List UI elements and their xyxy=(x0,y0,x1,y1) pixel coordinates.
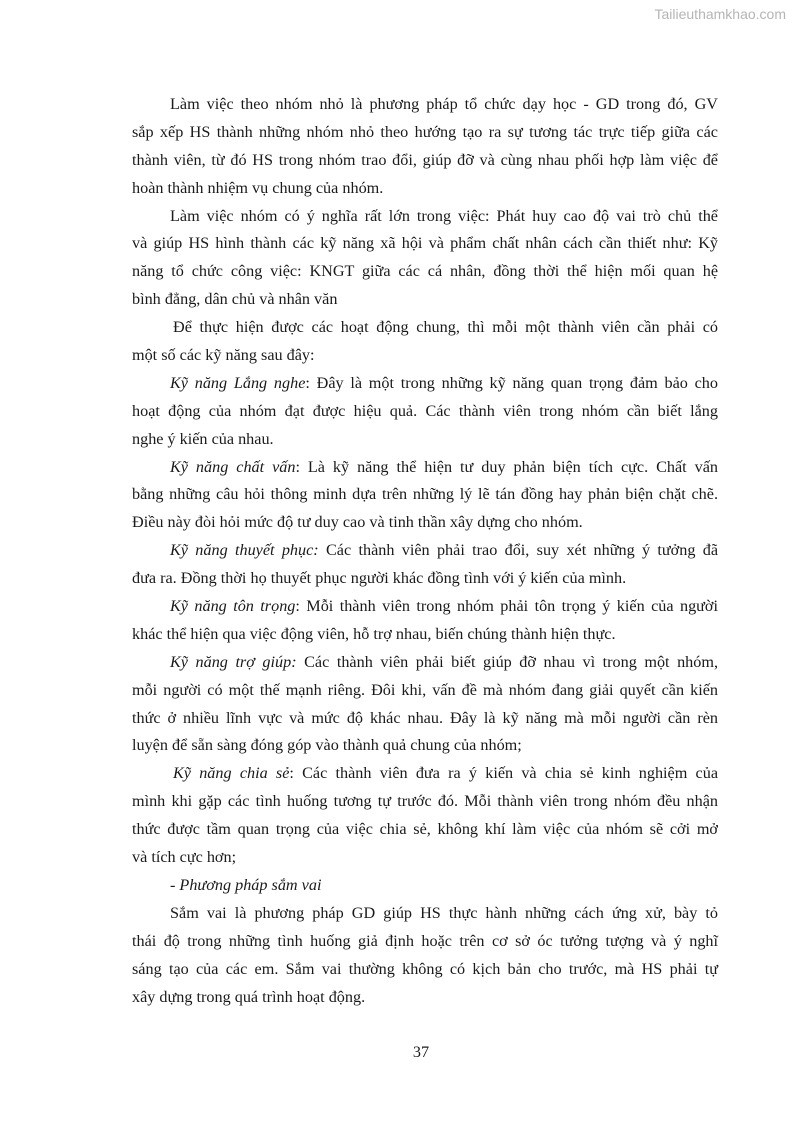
italic-term: - Phương pháp sắm vai xyxy=(170,875,322,894)
text-line xyxy=(132,258,718,286)
text-line xyxy=(132,732,718,760)
text-line xyxy=(132,454,718,482)
text-line xyxy=(132,203,718,231)
text-line xyxy=(132,286,718,314)
line-text: : Mỗi thành viên trong nhóm phải tôn trọng ý kiến của người xyxy=(295,597,718,616)
line-text: và tích cực hơn; xyxy=(132,848,237,867)
text-line xyxy=(132,426,718,454)
text-line xyxy=(132,147,718,175)
text-line xyxy=(132,91,718,119)
text-line xyxy=(132,984,718,1012)
italic-term: Kỹ năng thuyết phục: xyxy=(170,541,319,560)
paragraph xyxy=(132,203,718,315)
line-text: Sắm vai là phương pháp GD giúp HS thực hành những cách ứng xử, bày tỏ xyxy=(170,903,718,922)
text-line xyxy=(132,649,718,677)
text-line xyxy=(132,509,718,537)
text-line xyxy=(132,314,718,342)
paragraph xyxy=(132,760,718,872)
paragraph xyxy=(132,649,718,761)
text-line xyxy=(132,928,718,956)
line-text: mình khi gặp các tình huống tương tự trước đó. Mỗi thành viên trong nhóm đều nhận xyxy=(132,792,718,811)
text-line xyxy=(132,481,718,509)
line-text: hoạt động của nhóm đạt được hiệu quả. Các thành viên trong nhóm cần biết lắng xyxy=(132,401,718,420)
line-text: nghe ý kiến của nhau. xyxy=(132,429,274,448)
line-text: luyện để sẵn sàng đóng góp vào thành quả chung của nhóm; xyxy=(132,736,522,755)
text-line xyxy=(132,788,718,816)
text-line xyxy=(132,760,718,788)
line-text: và giúp HS hình thành các kỹ năng xã hội và phẩm chất nhân cách cần thiết như: Kỹ xyxy=(132,234,718,253)
paragraph xyxy=(132,91,718,203)
line-text: Làm việc theo nhóm nhỏ là phương pháp tổ chức dạy học - GD trong đó, GV xyxy=(170,95,718,113)
line-text: năng tổ chức công việc: KNGT giữa các cá nhân, đồng thời thể hiện mối quan hệ xyxy=(132,262,718,281)
line-text: khác thể hiện qua việc động viên, hỗ trợ nhau, biến chúng thành hiện thực. xyxy=(132,624,616,643)
line-text: : Các thành viên đưa ra ý kiến và chia sẻ kinh nghiệm của xyxy=(289,764,718,783)
line-text: mỗi người có một thế mạnh riêng. Đôi khi, vấn đề mà nhóm đang giải quyết cần kiến xyxy=(132,680,718,699)
italic-term: Kỹ năng chất vấn xyxy=(170,457,296,476)
line-text: sắp xếp HS thành những nhóm nhỏ theo hướng tạo ra sự tương tác trực tiếp giữa các xyxy=(132,122,718,141)
text-line xyxy=(132,565,718,593)
italic-term: Kỹ năng chia sẻ xyxy=(173,764,290,783)
line-text: Làm việc nhóm có ý nghĩa rất lớn trong việc: Phát huy cao độ vai trò chủ thể xyxy=(170,206,718,225)
text-line xyxy=(132,398,718,426)
text-line xyxy=(132,621,718,649)
line-text: sáng tạo của các em. Sắm vai thường không có kịch bản cho trước, mà HS phải tự xyxy=(132,959,718,978)
line-text: bằng những câu hỏi thông minh dựa trên những lý lẽ tán đồng hay phản biện chặt chẽ. xyxy=(132,485,718,504)
line-text: Các thành viên phải biết giúp đỡ nhau vì trong một nhóm, xyxy=(296,652,718,671)
text-line xyxy=(132,119,718,147)
text-line xyxy=(132,956,718,984)
text-line xyxy=(132,677,718,705)
text-line xyxy=(132,844,718,872)
paragraph xyxy=(132,370,718,454)
line-text: hoàn thành nhiệm vụ chung của nhóm. xyxy=(132,178,384,197)
text-line xyxy=(132,872,718,900)
paragraph xyxy=(132,537,718,593)
text-line xyxy=(132,370,718,398)
text-line xyxy=(132,900,718,928)
paragraph xyxy=(132,872,718,900)
paragraph xyxy=(132,314,718,370)
paragraph xyxy=(132,593,718,649)
paragraph xyxy=(132,454,718,538)
line-text: Các thành viên phải trao đổi, suy xét những ý tưởng đã xyxy=(318,541,718,560)
paragraph xyxy=(132,900,718,1012)
italic-term: Kỹ năng trợ giúp: xyxy=(170,652,297,671)
text-line xyxy=(132,230,718,258)
line-text: : Đây là một trong những kỹ năng quan trọng đảm bảo cho xyxy=(305,373,718,392)
line-text: đưa ra. Đồng thời họ thuyết phục người khác đồng tình với ý kiến của mình. xyxy=(132,569,627,588)
page-number: 37 xyxy=(412,1043,430,1061)
document-body xyxy=(132,91,718,1011)
line-text: thái độ trong những tình huống giả định hoặc trên cơ sở óc tưởng tượng và ý nghĩ xyxy=(132,931,718,950)
text-line xyxy=(132,175,718,203)
text-line xyxy=(132,537,718,565)
line-text: thành viên, từ đó HS trong nhóm trao đổi, giúp đỡ và cùng nhau phối hợp làm việc để xyxy=(132,150,718,169)
text-line xyxy=(132,816,718,844)
line-text: : Là kỹ năng thể hiện tư duy phản biện tích cực. Chất vấn xyxy=(295,457,718,476)
text-line xyxy=(132,342,718,370)
line-text: xây dựng trong quá trình hoạt động. xyxy=(132,987,366,1006)
line-text: Điều này đòi hỏi mức độ tư duy cao và tinh thần xây dựng cho nhóm. xyxy=(132,513,583,532)
line-text: thức ở nhiều lĩnh vực và mức độ khác nhau. Đây là kỹ năng mà mỗi người cần rèn xyxy=(132,708,718,727)
line-text: Để thực hiện được các hoạt động chung, thì mỗi một thành viên cần phải có xyxy=(173,318,718,337)
line-text: một số các kỹ năng sau đây: xyxy=(132,346,315,365)
text-line xyxy=(132,705,718,733)
line-text: thức được tầm quan trọng của việc chia sẻ, không khí làm việc của nhóm sẽ cởi mở xyxy=(132,820,718,839)
italic-term: Kỹ năng Lắng nghe xyxy=(170,373,306,392)
watermark: Tailieuthamkhao.com xyxy=(654,6,786,22)
line-text: bình đẳng, dân chủ và nhân văn xyxy=(132,290,338,309)
text-line xyxy=(132,593,718,621)
italic-term: Kỹ năng tôn trọng xyxy=(170,597,296,616)
